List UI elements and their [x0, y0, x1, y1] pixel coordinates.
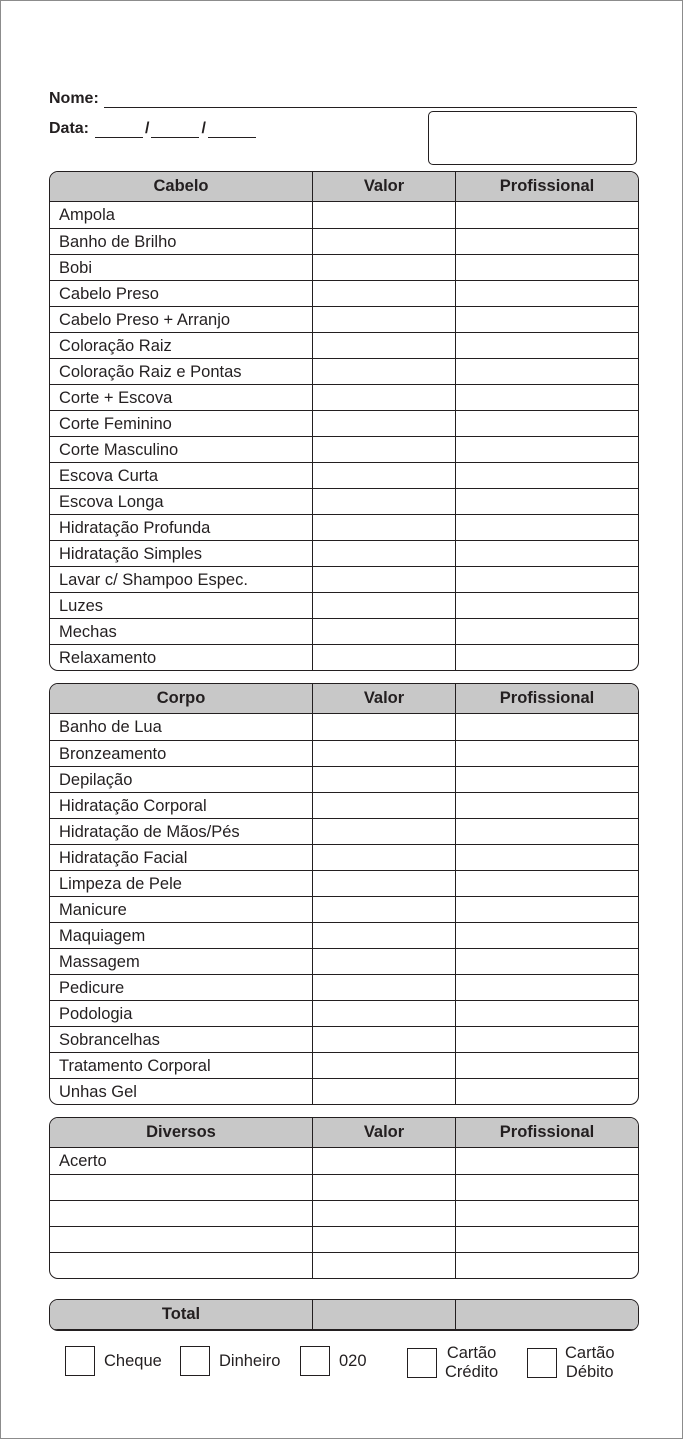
cartao-credito-label [445, 1344, 498, 1382]
cheque-label: Cheque [104, 1351, 162, 1370]
service-name: Banho de Lua [59, 718, 162, 736]
corpo-row [50, 948, 638, 974]
stamp-box[interactable] [428, 111, 637, 165]
profissional-cell[interactable] [455, 766, 638, 792]
profissional-cell[interactable] [455, 974, 638, 1000]
service-name: Hidratação Profunda [50, 514, 312, 540]
valor-cell[interactable] [312, 280, 455, 306]
corpo-row [50, 766, 638, 792]
date-label: Data: [49, 120, 90, 137]
service-name: Cabelo Preso + Arranjo [50, 306, 312, 332]
valor-cell[interactable] [312, 384, 455, 410]
service-name: Podologia [50, 1000, 312, 1026]
profissional-cell[interactable] [455, 566, 638, 592]
cabelo-row [50, 358, 638, 384]
profissional-cell[interactable] [455, 1252, 638, 1278]
valor-cell[interactable] [312, 870, 455, 896]
service-name [50, 1200, 312, 1226]
corpo-row [50, 714, 638, 740]
valor-cell[interactable] [312, 1148, 455, 1174]
profissional-cell[interactable] [455, 384, 638, 410]
valor-header: Valor [312, 684, 455, 714]
valor-header: Valor [312, 172, 455, 202]
payment-dinheiro[interactable] [180, 1346, 280, 1376]
corpo-row [50, 1078, 638, 1104]
service-name: Mechas [50, 618, 312, 644]
valor-cell[interactable] [312, 358, 455, 384]
service-name [50, 1252, 312, 1278]
valor-cell[interactable] [312, 436, 455, 462]
cabelo-row [50, 410, 638, 436]
corpo-row [50, 818, 638, 844]
service-name: Corte Masculino [50, 436, 312, 462]
service-name: Massagem [50, 948, 312, 974]
cartao-credito-checkbox[interactable] [407, 1348, 437, 1378]
service-name: Acerto [59, 1152, 107, 1170]
date-month-field[interactable] [151, 122, 199, 138]
total-profissional-cell[interactable] [455, 1300, 638, 1330]
profissional-cell[interactable] [455, 436, 638, 462]
cabelo-row [50, 462, 638, 488]
diversos-row [50, 1174, 638, 1200]
diversos-row [50, 1148, 638, 1174]
date-separator: / [145, 120, 150, 137]
dinheiro-label: Dinheiro [219, 1351, 281, 1370]
profissional-cell[interactable] [455, 358, 638, 384]
cartao-debito-label [565, 1344, 615, 1382]
profissional-cell[interactable] [455, 922, 638, 948]
corpo-row [50, 1026, 638, 1052]
valor-cell[interactable] [312, 566, 455, 592]
profissional-cell[interactable] [455, 1226, 638, 1252]
corpo-row [50, 896, 638, 922]
diversos-row [50, 1226, 638, 1252]
profissional-cell[interactable] [455, 818, 638, 844]
service-name: Escova Curta [50, 462, 312, 488]
profissional-cell[interactable] [455, 202, 638, 228]
valor-cell[interactable] [312, 1078, 455, 1104]
total-label: Total [50, 1300, 312, 1330]
total-table [49, 1299, 639, 1331]
code-checkbox[interactable] [300, 1346, 330, 1376]
service-name: Depilação [50, 766, 312, 792]
profissional-cell[interactable] [455, 618, 638, 644]
valor-cell[interactable] [312, 740, 455, 766]
name-field[interactable] [104, 92, 637, 108]
valor-cell[interactable] [312, 896, 455, 922]
cabelo-row [50, 202, 638, 228]
cabelo-table [49, 171, 639, 671]
service-name: Corte + Escova [50, 384, 312, 410]
corpo-row [50, 1052, 638, 1078]
dinheiro-checkbox[interactable] [180, 1346, 210, 1376]
service-name: Coloração Raiz [50, 332, 312, 358]
service-name [50, 1174, 312, 1200]
cabelo-row [50, 332, 638, 358]
profissional-cell[interactable] [455, 1200, 638, 1226]
valor-cell[interactable] [312, 306, 455, 332]
cabelo-title: Cabelo [50, 172, 312, 202]
valor-cell[interactable] [312, 410, 455, 436]
valor-cell[interactable] [312, 1252, 455, 1278]
corpo-row [50, 870, 638, 896]
valor-cell[interactable] [312, 766, 455, 792]
cartao-debito-line-1: Cartão [565, 1344, 615, 1362]
valor-header: Valor [312, 1118, 455, 1148]
cabelo-row [50, 514, 638, 540]
service-name: Luzes [50, 592, 312, 618]
valor-cell[interactable] [312, 1174, 455, 1200]
payment-020[interactable] [300, 1346, 367, 1376]
service-name: Hidratação Corporal [50, 792, 312, 818]
service-name: Manicure [50, 896, 312, 922]
diversos-title: Diversos [50, 1118, 312, 1148]
profissional-cell[interactable] [455, 488, 638, 514]
service-name: Ampola [59, 206, 115, 224]
valor-cell[interactable] [312, 818, 455, 844]
profissional-header: Profissional [455, 684, 638, 714]
diversos-row [50, 1200, 638, 1226]
profissional-cell[interactable] [455, 540, 638, 566]
profissional-cell[interactable] [455, 714, 638, 740]
cabelo-row [50, 228, 638, 254]
cabelo-row [50, 254, 638, 280]
profissional-cell[interactable] [455, 792, 638, 818]
cabelo-row [50, 384, 638, 410]
service-name: Corte Feminino [50, 410, 312, 436]
service-name: Tratamento Corporal [50, 1052, 312, 1078]
profissional-cell[interactable] [455, 740, 638, 766]
profissional-cell[interactable] [455, 1000, 638, 1026]
cabelo-row [50, 618, 638, 644]
diversos-row [50, 1252, 638, 1278]
profissional-cell[interactable] [455, 254, 638, 280]
service-name: Bronzeamento [50, 740, 312, 766]
payment-options [65, 1344, 635, 1388]
service-name: Sobrancelhas [50, 1026, 312, 1052]
valor-cell[interactable] [312, 1200, 455, 1226]
date-year-field[interactable] [208, 122, 256, 138]
profissional-cell[interactable] [455, 1174, 638, 1200]
profissional-cell[interactable] [455, 644, 638, 670]
corpo-row [50, 974, 638, 1000]
cartao-debito-line-2: Débito [565, 1363, 614, 1381]
profissional-cell[interactable] [455, 462, 638, 488]
profissional-cell[interactable] [455, 1078, 638, 1104]
corpo-row [50, 740, 638, 766]
cabelo-row [50, 644, 638, 670]
cabelo-row [50, 436, 638, 462]
valor-cell[interactable] [312, 332, 455, 358]
profissional-cell[interactable] [455, 1026, 638, 1052]
service-name: Unhas Gel [50, 1078, 312, 1104]
service-name: Hidratação de Mãos/Pés [50, 818, 312, 844]
profissional-cell[interactable] [455, 1148, 638, 1174]
corpo-table [49, 683, 639, 1105]
service-name: Hidratação Simples [50, 540, 312, 566]
payment-cheque[interactable] [65, 1346, 162, 1376]
valor-cell[interactable] [312, 922, 455, 948]
profissional-cell[interactable] [455, 410, 638, 436]
corpo-row [50, 844, 638, 870]
corpo-row [50, 792, 638, 818]
cabelo-row [50, 566, 638, 592]
valor-cell[interactable] [312, 1226, 455, 1252]
profissional-cell[interactable] [455, 332, 638, 358]
valor-cell[interactable] [312, 592, 455, 618]
service-name: Escova Longa [50, 488, 312, 514]
diversos-table [49, 1117, 639, 1279]
cartao-debito-checkbox[interactable] [527, 1348, 557, 1378]
profissional-cell[interactable] [455, 896, 638, 922]
valor-cell[interactable] [312, 618, 455, 644]
name-label: Nome: [49, 90, 99, 107]
total-valor-cell[interactable] [312, 1300, 455, 1330]
valor-cell[interactable] [312, 714, 455, 740]
profissional-header: Profissional [455, 1118, 638, 1148]
profissional-cell[interactable] [455, 948, 638, 974]
cabelo-row [50, 280, 638, 306]
cabelo-row [50, 306, 638, 332]
valor-cell[interactable] [312, 202, 455, 228]
cartao-credito-line-1: Cartão [446, 1344, 497, 1362]
service-name: Maquiagem [50, 922, 312, 948]
valor-cell[interactable] [312, 948, 455, 974]
service-name: Bobi [50, 254, 312, 280]
valor-cell[interactable] [312, 792, 455, 818]
valor-cell[interactable] [312, 1000, 455, 1026]
valor-cell[interactable] [312, 540, 455, 566]
corpo-row [50, 922, 638, 948]
valor-cell[interactable] [312, 462, 455, 488]
date-separator: / [201, 120, 206, 137]
profissional-cell[interactable] [455, 844, 638, 870]
valor-cell[interactable] [312, 1026, 455, 1052]
service-name: Pedicure [50, 974, 312, 1000]
corpo-row [50, 1000, 638, 1026]
service-name [50, 1226, 312, 1252]
profissional-cell[interactable] [455, 1052, 638, 1078]
cheque-checkbox[interactable] [65, 1346, 95, 1376]
date-day-field[interactable] [95, 122, 143, 138]
service-name: Lavar c/ Shampoo Espec. [50, 566, 312, 592]
valor-cell[interactable] [312, 974, 455, 1000]
code-label: 020 [339, 1351, 367, 1370]
valor-cell[interactable] [312, 514, 455, 540]
profissional-cell[interactable] [455, 280, 638, 306]
valor-cell[interactable] [312, 1052, 455, 1078]
valor-cell[interactable] [312, 644, 455, 670]
profissional-header: Profissional [455, 172, 638, 202]
service-name: Cabelo Preso [50, 280, 312, 306]
service-name: Banho de Brilho [50, 228, 312, 254]
cabelo-row [50, 540, 638, 566]
service-name: Coloração Raiz e Pontas [50, 358, 312, 384]
profissional-cell[interactable] [455, 870, 638, 896]
corpo-title: Corpo [50, 684, 312, 714]
profissional-cell[interactable] [455, 514, 638, 540]
service-name: Limpeza de Pele [50, 870, 312, 896]
cartao-credito-line-2: Crédito [445, 1363, 499, 1381]
cabelo-row [50, 488, 638, 514]
service-name: Hidratação Facial [50, 844, 312, 870]
profissional-cell[interactable] [455, 306, 638, 332]
valor-cell[interactable] [312, 254, 455, 280]
name-row [49, 90, 637, 108]
cabelo-row [50, 592, 638, 618]
profissional-cell[interactable] [455, 592, 638, 618]
service-name: Relaxamento [50, 644, 312, 670]
valor-cell[interactable] [312, 488, 455, 514]
valor-cell[interactable] [312, 228, 455, 254]
valor-cell[interactable] [312, 844, 455, 870]
profissional-cell[interactable] [455, 228, 638, 254]
date-row [49, 120, 256, 138]
payment-cartao-credito[interactable] [407, 1344, 498, 1382]
payment-cartao-debito[interactable] [527, 1344, 615, 1382]
